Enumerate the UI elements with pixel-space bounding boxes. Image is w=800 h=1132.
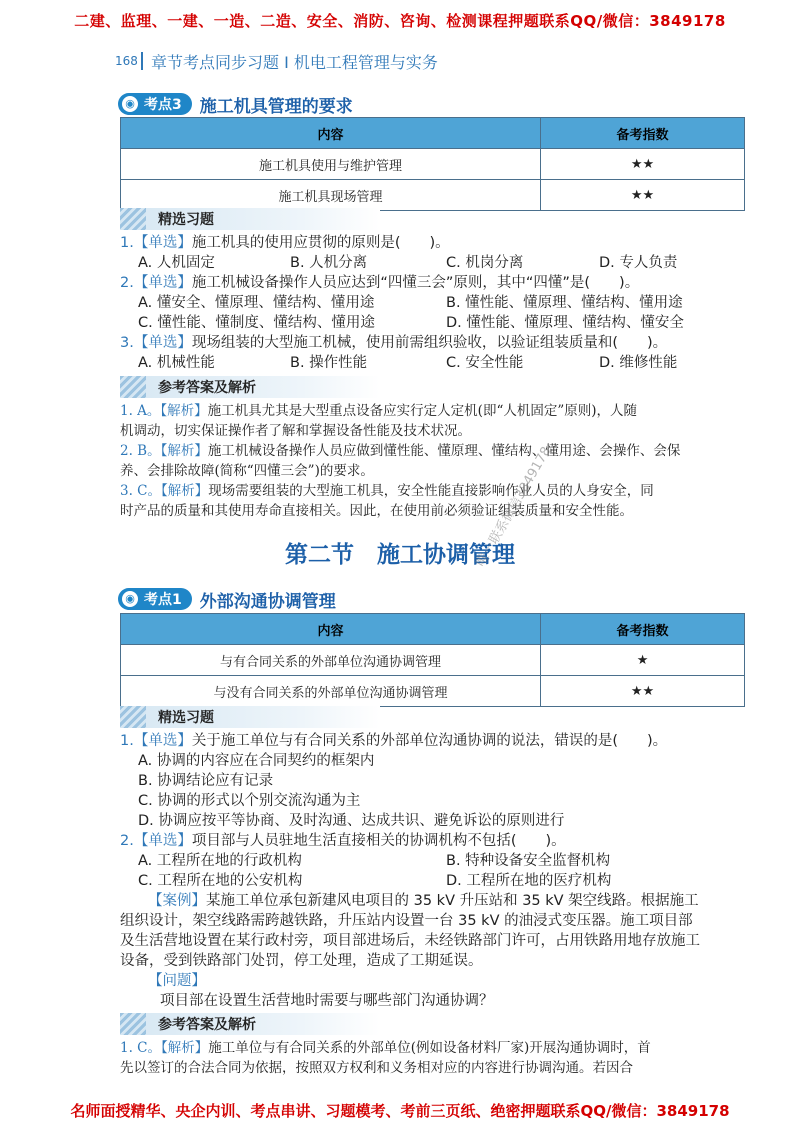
- table-header: 备考指数: [541, 118, 745, 149]
- rating-cell: ★★: [541, 149, 745, 180]
- option: C. 懂性能、懂制度、懂结构、懂用途: [138, 315, 375, 331]
- question-3: 3.【单选】现场组装的大型施工机械，使用前需组织验收，以验证组装质量和( )。: [120, 335, 668, 351]
- answer-3-cont: 时产品的质量和其使用寿命直接相关。因此，在使用前必须验证组装质量和安全性能。: [120, 503, 633, 519]
- case-line: 设备，受到铁路部门处罚，停工处理，造成了工期延误。: [120, 953, 483, 969]
- option: B. 懂性能、懂原理、懂结构、懂用途: [446, 295, 683, 311]
- header-divider: [141, 52, 143, 70]
- answer-2-cont: 养、会排除故障(简称“四懂三会”)的要求。: [120, 463, 374, 479]
- point3-table: [120, 117, 745, 211]
- option: B. 协调结论应有记录: [138, 773, 274, 789]
- case-question: 项目部在设置生活营地时需要与哪些部门沟通协调？: [160, 993, 494, 1009]
- table-header: 备考指数: [541, 614, 745, 645]
- answer-2: 2. B。【解析】施工机械设备操作人员应做到懂性能、懂原理、懂结构、懂用途、会操作、会保: [120, 443, 681, 459]
- question-2: 2.【单选】项目部与人员驻地生活直接相关的协调机构不包括( )。: [120, 833, 566, 849]
- option: B. 人机分离: [290, 255, 368, 271]
- table-row: [121, 676, 745, 707]
- question-1: 1.【单选】关于施工单位与有合同关系的外部单位沟通协调的说法，错误的是( )。: [120, 733, 668, 749]
- point3-badge: ◉ 考点3: [118, 93, 192, 115]
- table-cell: 与没有合同关系的外部单位沟通协调管理: [121, 676, 541, 707]
- table-cell: 施工机具现场管理: [121, 180, 541, 211]
- option: A. 协调的内容应在合同契约的框架内: [138, 753, 375, 769]
- page-title: 章节考点同步习题 I 机电工程管理与实务: [151, 53, 438, 72]
- option: C. 安全性能: [446, 355, 524, 371]
- option: C. 机岗分离: [446, 255, 524, 271]
- section-title: 第二节 施工协调管理: [285, 541, 515, 568]
- question-2: 2.【单选】施工机械设备操作人员应达到“四懂三会”原则，其中“四懂”是( )。: [120, 275, 640, 291]
- option: D. 维修性能: [599, 355, 678, 371]
- option: A. 工程所在地的行政机构: [138, 853, 302, 869]
- rating-cell: ★★: [541, 180, 745, 211]
- answer-1-cont: 机调动，切实保证操作者了解和掌握设备性能及技术状况。: [120, 423, 471, 439]
- answer-1: 1. A。【解析】施工机具尤其是大型重点设备应实行定人定机(即“人机固定”原则)，人随: [120, 403, 638, 419]
- point1-heading: [118, 586, 336, 612]
- table-header: 内容: [121, 614, 541, 645]
- option: D. 专人负责: [599, 255, 678, 271]
- option: A. 机械性能: [138, 355, 215, 371]
- case-line: 及生活营地设置在某行政村旁，项目部进场后，未经铁路部门许可，占用铁路用地存放施工: [120, 933, 700, 949]
- option: B. 特种设备安全监督机构: [446, 853, 611, 869]
- table-header: 内容: [121, 118, 541, 149]
- option: C. 协调的形式以个别交流沟通为主: [138, 793, 361, 809]
- question-1: 1.【单选】施工机具的使用应贯彻的原则是( )。: [120, 235, 450, 251]
- option: A. 人机固定: [138, 255, 215, 271]
- exercise-label: 精选习题: [120, 208, 380, 230]
- case-line: 【案例】某施工单位承包新建风电项目的 35 kV 升压站和 35 kV 架空线路。根据施工: [148, 893, 699, 909]
- point3-heading: [118, 91, 353, 117]
- point3-title: 施工机具管理的要求: [199, 96, 353, 117]
- answer-1-cont: 先以签订的合法合同为依据，按照双方权利和义务相对应的内容进行协调沟通。若因合: [120, 1060, 633, 1076]
- table-cell: 施工机具使用与维护管理: [121, 149, 541, 180]
- point-icon: ◉: [122, 96, 138, 112]
- table-row: [121, 149, 745, 180]
- page-number: 168: [115, 54, 138, 68]
- option: B. 操作性能: [290, 355, 368, 371]
- point1-badge: ◉ 考点1: [118, 588, 192, 610]
- top-ad-banner: 二建、监理、一建、一造、二造、安全、消防、咨询、检测课程押题联系QQ/微信：3849178: [74, 12, 726, 30]
- answer-label: 参考答案及解析: [120, 376, 380, 398]
- case-question-tag: 【问题】: [148, 973, 206, 989]
- option: D. 工程所在地的医疗机构: [446, 873, 612, 889]
- point1-title: 外部沟通协调管理: [199, 591, 336, 612]
- answer-label: 参考答案及解析: [120, 1013, 380, 1035]
- table-row: [121, 180, 745, 211]
- case-line: 组织设计，架空线路需跨越铁路，升压站内设置一台 35 kV 的油浸式变压器。施工项目部: [120, 913, 693, 929]
- point1-table: [120, 613, 745, 707]
- rating-cell: ★★: [541, 676, 745, 707]
- point-icon: ◉: [122, 591, 138, 607]
- table-row: [121, 645, 745, 676]
- page-header: [115, 50, 755, 74]
- answer-3: 3. C。【解析】现场需要组装的大型施工机具，安全性能直接影响作业人员的人身安全，同: [120, 483, 654, 499]
- exercise-label: 精选习题: [120, 706, 380, 728]
- watermark: 唯一联系微信3849178: [473, 444, 555, 570]
- option: D. 协调应按平等协商、及时沟通、达成共识、避免诉讼的原则进行: [138, 813, 565, 829]
- answer-1: 1. C。【解析】施工单位与有合同关系的外部单位(例如设备材料厂家)开展沟通协调时，首: [120, 1040, 651, 1056]
- option: C. 工程所在地的公安机构: [138, 873, 303, 889]
- rating-cell: ★: [541, 645, 745, 676]
- option: A. 懂安全、懂原理、懂结构、懂用途: [138, 295, 375, 311]
- option: D. 懂性能、懂原理、懂结构、懂安全: [446, 315, 684, 331]
- bottom-ad-banner: 名师面授精华、央企内训、考点串讲、习题模考、考前三页纸、绝密押题联系QQ/微信：3849178: [70, 1102, 730, 1120]
- table-cell: 与有合同关系的外部单位沟通协调管理: [121, 645, 541, 676]
